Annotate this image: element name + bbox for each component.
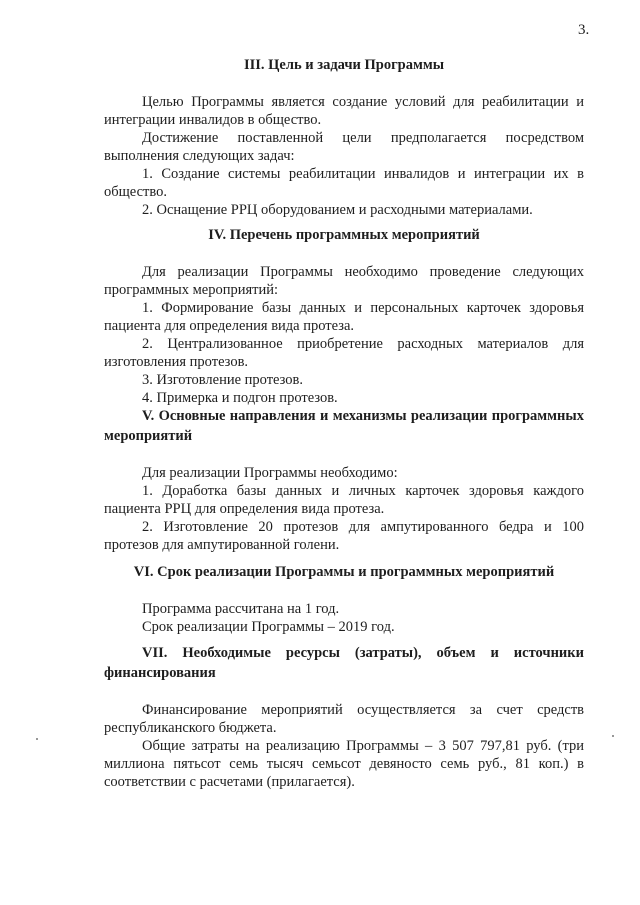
paragraph: Программа рассчитана на 1 год.	[142, 601, 340, 617]
list-item: 1. Доработка базы данных и личных карточек здоровья каждого пациента РРЦ для определения вида протеза.	[104, 483, 584, 517]
list-item: 1. Формирование базы данных и персональных карточек здоровья пациента для определения вида протеза.	[104, 300, 584, 334]
paragraph: Для реализации Программы необходимо:	[142, 465, 398, 481]
scan-speck	[36, 738, 38, 740]
list-item: 2. Централизованное приобретение расходных материалов для изготовления протезов.	[104, 336, 584, 370]
section-5-heading: V. Основные направления и механизмы реализации программных мероприятий	[104, 408, 584, 444]
section-5	[104, 406, 584, 554]
list-item: 2. Оснащение РРЦ оборудованием и расходными материалами.	[142, 202, 533, 218]
section-4	[104, 225, 584, 407]
section-7	[104, 643, 584, 791]
scan-speck	[612, 735, 614, 737]
paragraph: Для реализации Программы необходимо проведение следующих программных мероприятий:	[104, 264, 584, 298]
paragraph: Достижение поставленной цели предполагается посредством выполнения следующих задач:	[104, 130, 584, 164]
section-3	[104, 55, 584, 219]
section-6-heading: VI. Срок реализации Программы и программных мероприятий	[133, 564, 555, 580]
paragraph: Общие затраты на реализацию Программы – 3 507 797,81 руб. (три миллиона пятьсот семь тысяч семьсот девяносто семь руб., 81 коп.) в соответствии с расчетами (прилагается).	[104, 738, 584, 790]
section-7-heading: VII. Необходимые ресурсы (затраты), объем и источники финансирования	[104, 645, 584, 681]
list-item: 3. Изготовление протезов.	[142, 372, 304, 388]
paragraph: Срок реализации Программы – 2019 год.	[142, 619, 395, 635]
list-item: 4. Примерка и подгон протезов.	[142, 390, 338, 406]
paragraph: Целью Программы является создание условий для реабилитации и интеграции инвалидов в общество.	[104, 94, 584, 128]
list-item: 2. Изготовление 20 протезов для ампутированного бедра и 100 протезов для ампутированной голени.	[104, 519, 584, 553]
page-number: 3.	[578, 22, 590, 38]
list-item: 1. Создание системы реабилитации инвалидов и интеграции их в общество.	[104, 166, 584, 200]
section-4-heading: IV. Перечень программных мероприятий	[208, 227, 480, 243]
section-3-heading: III. Цель и задачи Программы	[243, 57, 445, 73]
paragraph: Финансирование мероприятий осуществляется за счет средств республиканского бюджета.	[104, 702, 584, 736]
section-6	[104, 562, 584, 636]
